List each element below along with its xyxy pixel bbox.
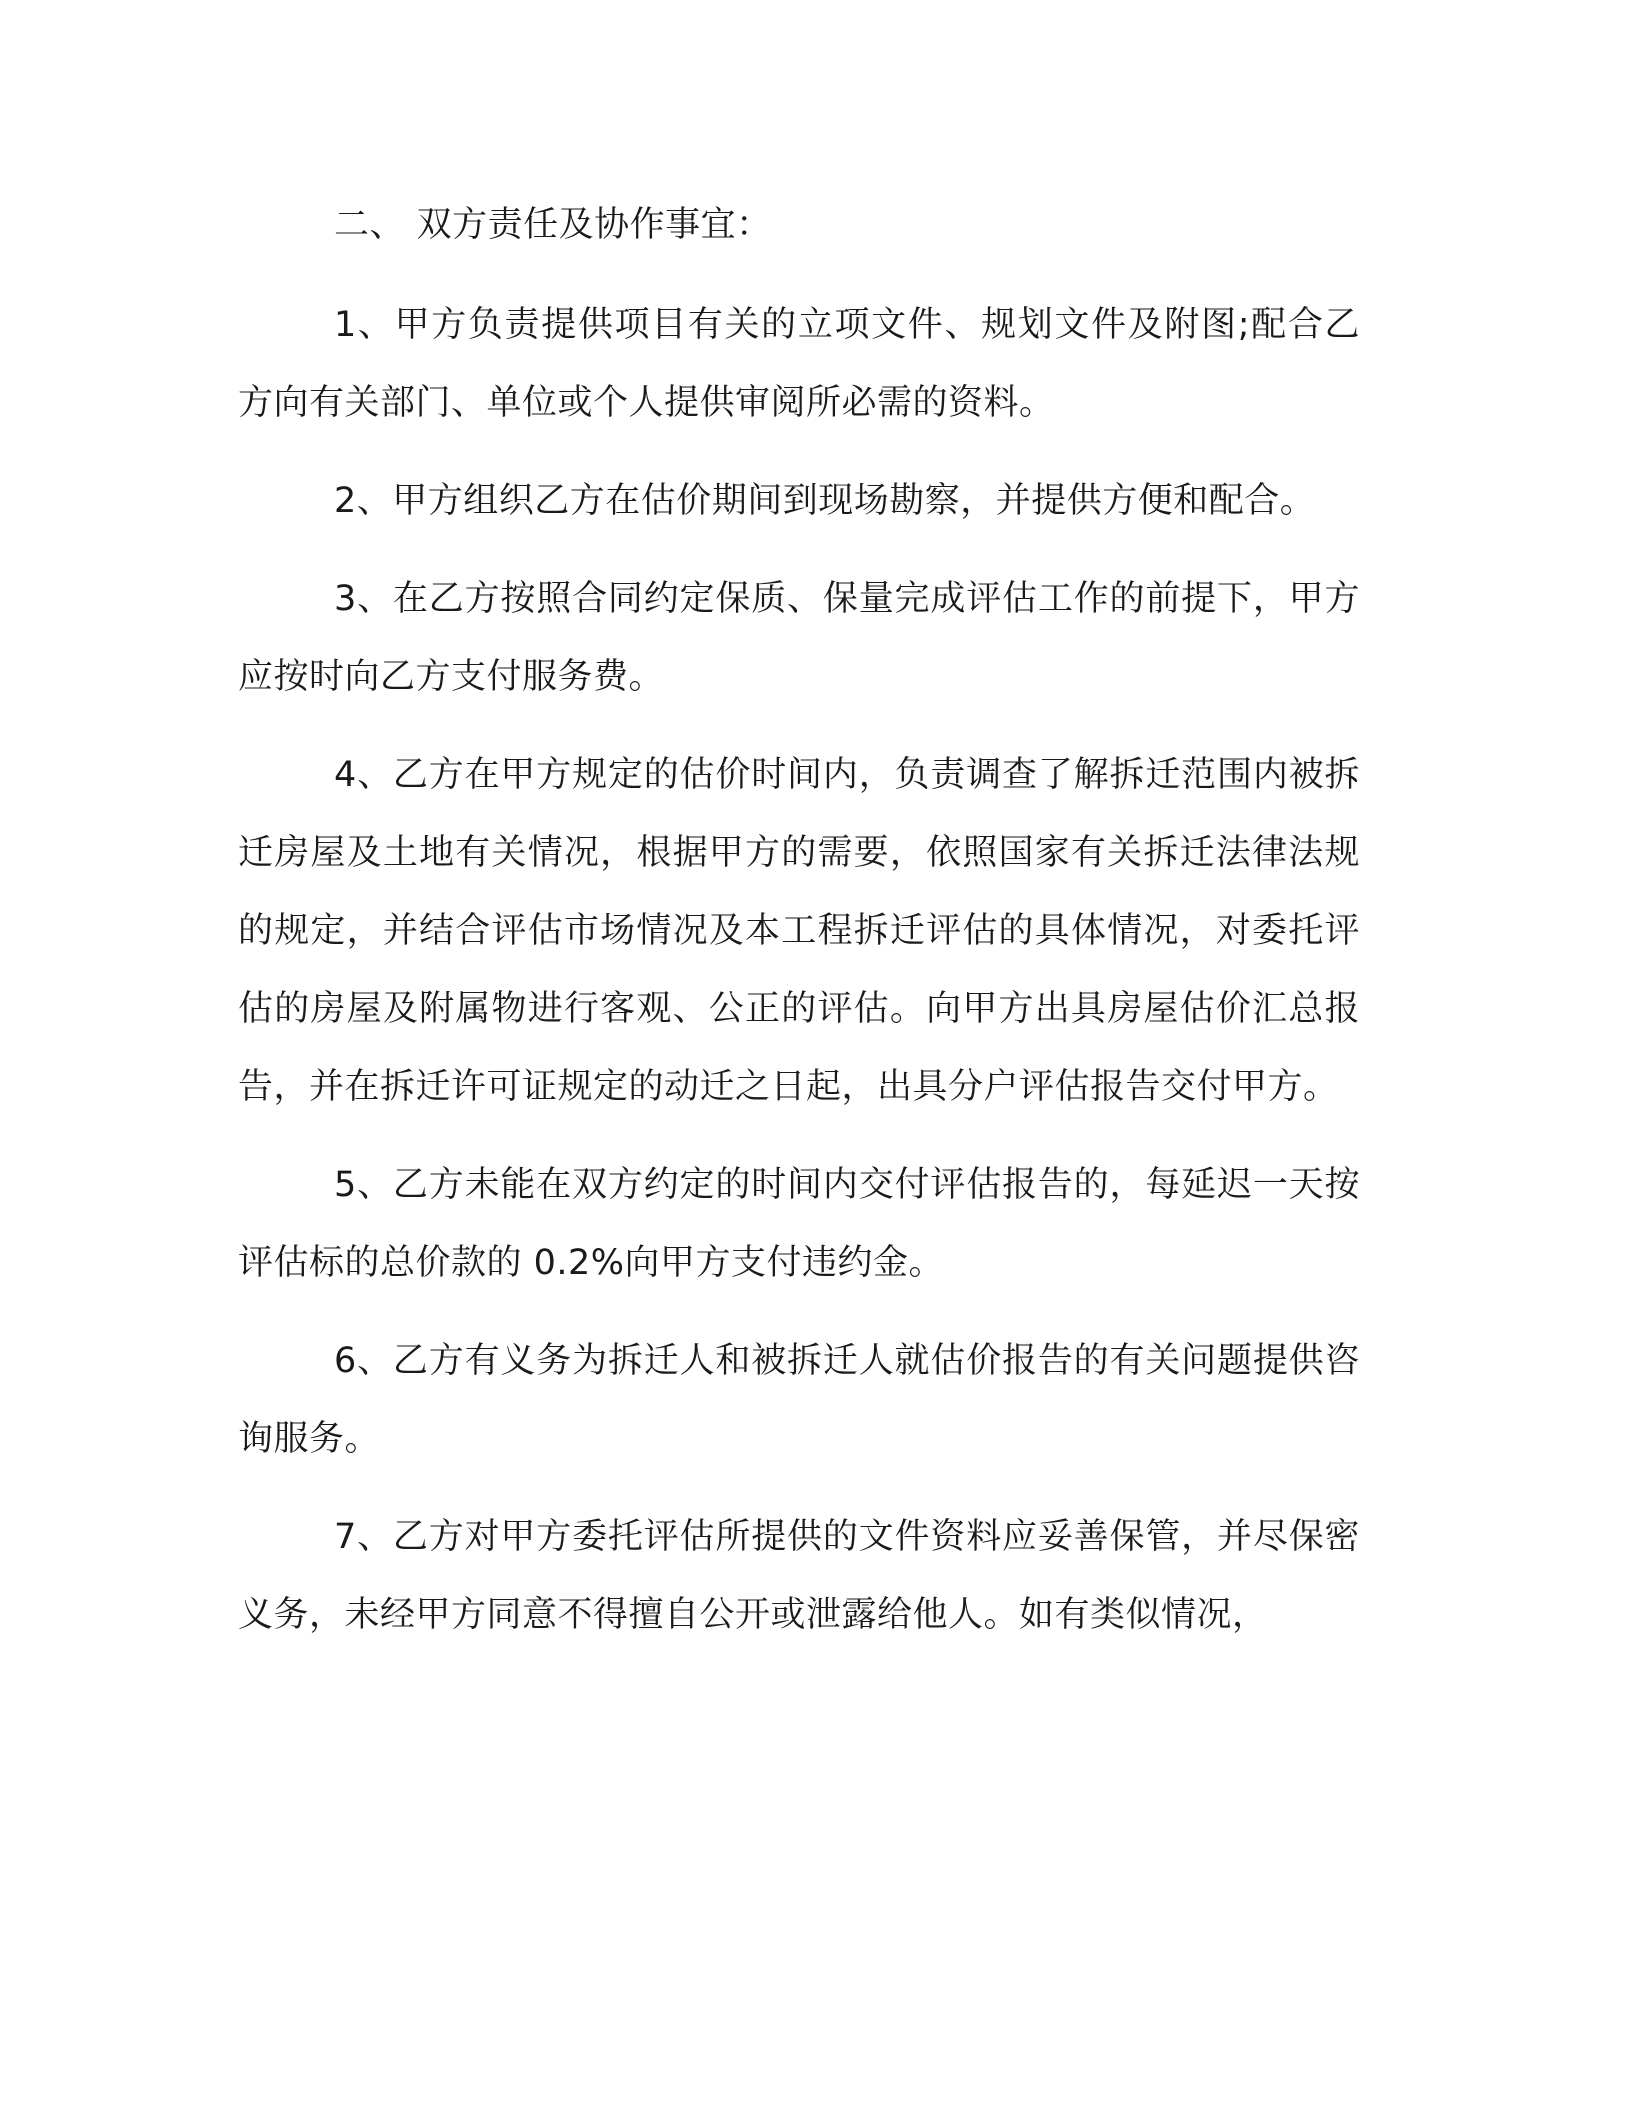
clause-7: 7、乙方对甲方委托评估所提供的文件资料应妥善保管，并尽保密义务，未经甲方同意不得擅自公开或泄露给他人。如有类似情况， (238, 1517, 1360, 1635)
clause-6: 6、乙方有义务为拆迁人和被拆迁人就估价报告的有关问题提供咨询服务。 (238, 1341, 1360, 1459)
clause-2: 2、甲方组织乙方在估价期间到现场勘察，并提供方便和配合。 (334, 481, 1316, 521)
clause-1: 1、甲方负责提供项目有关的立项文件、规划文件及附图;配合乙方向有关部门、单位或个人提供审阅所必需的资料。 (238, 305, 1360, 423)
clause-3: 3、在乙方按照合同约定保质、保量完成评估工作的前提下，甲方应按时向乙方支付服务费。 (238, 579, 1360, 697)
section-heading: 二、 双方责任及协作事宜： (334, 205, 772, 245)
clause-4: 4、乙方在甲方规定的估价时间内，负责调查了解拆迁范围内被拆迁房屋及土地有关情况，根据甲方的需要，依照国家有关拆迁法律法规的规定，并结合评估市场情况及本工程拆迁评估的具体情况，对委托评估的房屋及附属物进行客观、公正的评估。向甲方出具房屋估价汇总报告，并在拆迁许可证规定的动迁之日起，出具分户评估报告交付甲方。 (238, 755, 1360, 1107)
clause-5: 5、乙方未能在双方约定的时间内交付评估报告的，每延迟一天按评估标的总价款的 0.2%向甲方支付违约金。 (238, 1165, 1360, 1283)
document-body (238, 186, 1360, 1654)
